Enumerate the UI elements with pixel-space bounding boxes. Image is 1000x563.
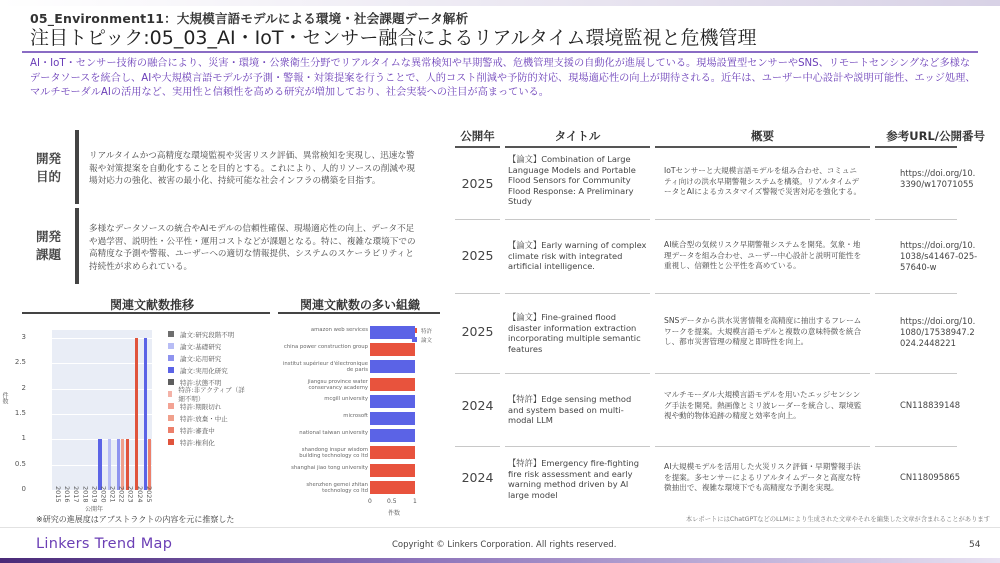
org-label: institut supérieur d'électronique de paris [282,361,368,374]
org-label: national taiwan university [299,430,368,437]
legend-label: 論文:研究段階不明 [180,330,235,339]
row-divider [655,373,870,374]
table-row [455,238,980,308]
header-rule [455,146,500,148]
org-label: amazon web services [310,327,368,333]
legend-item [168,386,245,403]
bar [108,439,112,490]
row-divider [875,446,957,447]
row-url: CN118095865 [900,472,961,482]
y-tick: 0 [21,485,26,493]
table-row [455,154,980,234]
legend-label: 特許:状態不明 [180,378,222,387]
row-divider [505,373,650,374]
x-tick: 2022 [117,486,126,503]
publication-trend-chart [1,322,245,514]
chart-title-rule [22,312,270,314]
legend-swatch [168,415,174,421]
trend-legend [168,328,245,448]
legend-label: 論文:実用化研究 [180,366,228,375]
legend-item [168,364,245,376]
y-tick: 1.5 [14,409,26,417]
org-row [280,378,440,392]
org-bar [370,481,415,494]
legend-label: 論文:応用研究 [180,354,222,363]
y-tick: 3 [21,333,26,341]
bottom-accent-bar [0,558,1000,563]
org-label: shenzhen gemei zhitan technology co ltd [306,481,368,494]
legend-label: 特許:非アクティブ（詳細不明） [178,386,245,403]
row-url[interactable]: https://doi.org/10.1080/17538947.2024.2448221 [900,316,976,348]
x-tick: 2021 [108,486,117,503]
legend-swatch [168,391,172,397]
org-bar [370,412,415,425]
header-rule [655,146,870,148]
legend-item [168,328,245,340]
legend-label: 特許:審査中 [180,426,215,435]
row-divider [455,446,500,447]
development-challenge-text: 多様なデータソースの統合やAIモデルの信頼性確保、現場適応性の向上、データ不足や過学習、説明性・公平性・運用コストなどが課題となる。特に、複雑な環境下での高精度な予測や警報、ユーザーへの適切な情報提供、システムのスケーラビリティと持続性が求められている。 [89,224,416,272]
x-tick: 2018 [81,486,90,503]
x-tick: 2020 [99,486,108,503]
org-label: shandong inspur wisdom building technology co ltd [299,447,368,460]
legend-label: 論文 [421,337,433,344]
row-title: 【特許】Emergency fire-fighting fire risk assessment and early warning method driven by AI large model [508,458,640,500]
row-divider [875,219,957,220]
legend-swatch [168,427,174,433]
legend-swatch [168,439,174,445]
report-subtitle: 05_Environment11：大規模言語モデルによる環境・社会課題データ解析 [30,11,469,26]
org-chart-title: 関連文献数の多い組織 [299,298,420,312]
row-divider [505,446,650,447]
trend-plot-area [52,330,152,490]
org-row [280,343,440,357]
legend-label: 特許:放棄・中止 [180,414,228,423]
legend-label: 論文:基礎研究 [180,342,222,351]
x-tick: 2023 [126,486,135,503]
bar [121,439,125,490]
intro-text: AI・IoT・センサー技術の融合により、災害・環境・公衆衛生分野でリアルタイムな異常検知や早期警戒、危機管理支援の自動化が進展している。現場設置型センサーやSNS、リモートセンシングなど多様なデータソースを統合し、AIや大規模言語モデルが予測・警報・対策提案を行うことで、人的コスト削減や予防的対応、現場適応性の向上が期待される。近年は、ユーザー中心設計や説明可能性、エッジ処理、マルチモーダルAIの活用など、実用性と信頼性を高める研究が増加しており、社会実装への注目が高まっている。 [30,58,976,98]
table-row [455,312,980,382]
header-url: 参考URL/公開番号 [886,129,985,143]
top-accent-bar [0,0,1000,6]
x-tick: 0.5 [387,498,397,505]
row-summary: AI大規模モデルを活用した火災リスク評価・早期警報手法を提案。多センサーによるリアルタイムデータと高度な特徴抽出で、複雑な環境下でも高精度な予測を実現。 [664,462,861,493]
row-divider [455,373,500,374]
legend-swatch [168,367,174,373]
header-rule [505,146,650,148]
chart-footnote: ※研究の進展度はアブストラクトの内容を元に推察した [36,515,235,524]
org-row [280,395,440,409]
legend-item [168,424,245,436]
header-year: 公開年 [460,129,495,143]
org-bar [370,395,415,408]
org-label: mcgill university [324,395,368,402]
y-tick: 1 [21,434,26,443]
org-label: jiangsu province water conservancy academy [307,378,368,391]
x-tick: 2017 [72,486,81,503]
table-row [455,390,980,460]
row-year: 2024 [461,470,494,485]
org-bar [370,446,415,459]
row-divider [455,293,500,294]
llm-disclaimer: 本レポートにはChatGPTなどのLLMにより生成された文章やそれを編集した文章が含まれることがあります [685,516,990,523]
org-bar [370,429,415,442]
development-challenge-label: 開発 課題 [36,229,62,262]
row-summary: IoTセンサーと大規模言語モデルを組み合わせ、コミュニティ向けの洪水早期警報システムを構築。リアルタイムデータとAIによるカスタマイズ警報で災害対応を強化する。 [664,166,862,197]
development-purpose-text: リアルタイムかつ高精度な環境監視や災害リスク評価、異常検知を実現し、迅速な警報や対策提案を自動化することを目的とする。これにより、人的リソースの削減や現場対応力の強化、被害の最小化、持続可能な社会インフラの構築を目指す。 [89,151,416,186]
org-bar [370,464,415,477]
development-challenge-section [36,208,436,288]
row-title: 【論文】Fine-grained flood disaster information extraction incorporating multiple semantic features [508,312,641,354]
page-title: 注目トピック:05_03_AI・IoT・センサー融合によるリアルタイム環境監視と危機管理 [30,27,757,49]
org-label: microsoft [343,413,368,419]
x-tick: 2016 [63,486,72,503]
org-bar [370,360,415,373]
x-tick: 2025 [144,486,153,503]
x-tick: 2019 [90,486,99,503]
bar [117,439,121,490]
org-row [280,412,440,426]
legend-swatch [168,355,174,361]
header-summary: 概要 [751,129,774,143]
y-tick: 2 [21,383,26,392]
row-year: 2025 [461,176,494,191]
copyright: Copyright © Linkers Corporation. All rights reserved. [392,540,617,550]
bar [126,439,130,490]
row-summary: SNSデータから洪水災害情報を高精度に抽出するフレームワークを提案。大規模言語モデルと複数の意味特徴を統合し、都市災害管理の精度と即時性を向上。 [664,316,862,347]
row-divider [655,219,870,220]
row-divider [455,219,500,220]
org-row [280,429,440,443]
row-divider [655,293,870,294]
trend-chart-title: 関連文献数推移 [109,298,194,312]
x-tick: 2024 [135,486,144,503]
page-number: 54 [969,540,981,550]
org-row [280,360,440,374]
title-divider [22,51,978,53]
row-year: 2025 [461,248,494,263]
table-row [455,458,980,518]
org-bar [370,378,415,391]
header-title: タイトル [554,129,601,143]
row-summary: AI統合型の気候リスク早期警報システムを開発。気象・地理データを組み合わせ、ユーザー中心設計と説明可能性を重視し、信頼性と公平性を高めている。 [664,240,862,271]
row-url[interactable]: https://doi.org/10.3390/w17071055 [900,168,976,189]
row-divider [505,293,650,294]
development-purpose-label: 開発 目的 [36,151,62,184]
org-row [280,446,440,460]
org-bar [370,326,415,339]
x-tick: 0 [368,498,372,505]
legend-label: 特許 [421,328,433,335]
y-axis-label: 件数 [1,392,8,404]
footer-divider [0,527,1000,528]
org-row [280,326,440,340]
chart-title-rule [278,312,440,314]
legend-swatch [168,331,174,337]
org-label: shanghai jiao tong university [291,464,368,471]
x-tick: 1 [413,498,417,505]
row-url: CN118839148 [900,400,961,410]
x-axis-label: 公開年 [85,506,104,513]
organization-chart [280,322,440,517]
row-title: 【特許】Edge sensing method and system based on multi-modal LLM [508,394,632,426]
section-bar [75,208,79,284]
row-divider [875,293,957,294]
section-bar [75,130,79,204]
legend-swatch [168,379,174,385]
bar [98,439,102,490]
row-year: 2025 [461,324,494,339]
row-summary: マルチモーダル大規模言語モデルを用いたエッジセンシング手法を開発。熱画像とミリ波レーダーを統合し、環境監視や動的物体追跡の精度と効率を向上。 [664,390,862,421]
development-purpose-section [36,130,436,202]
row-divider [655,446,870,447]
legend-item [168,352,245,364]
legend-item [168,436,245,448]
x-axis-label: 件数 [388,510,401,517]
brand-logo: Linkers Trend Map [36,536,173,552]
x-tick: 2015 [54,486,62,503]
org-row [280,464,440,478]
legend-label: 特許:権利化 [180,438,215,447]
y-tick: 0.5 [14,459,26,468]
bar [135,338,139,490]
legend-item [168,340,245,352]
y-tick: 2.5 [14,358,26,367]
header-rule [875,146,957,148]
row-url[interactable]: https://doi.org/10.1038/s41467-025-57640-w [900,240,978,272]
bar [148,439,152,490]
org-bar [370,343,415,356]
legend-label: 特許:期限切れ [180,402,222,411]
row-divider [505,219,650,220]
row-divider [875,373,957,374]
row-title: 【論文】Combination of Large Language Models and Portable Flood Sensors for Community Flood Response: A Preliminary Study [508,154,636,207]
legend-swatch [168,343,174,349]
row-title: 【論文】Early warning of complex climate risk with integrated artificial intelligence. [508,240,647,272]
legend-swatch [168,403,174,409]
legend-item [168,412,245,424]
org-label: china power construction group [283,344,368,351]
org-row [280,481,440,495]
bar [144,338,148,490]
row-year: 2024 [461,398,494,413]
